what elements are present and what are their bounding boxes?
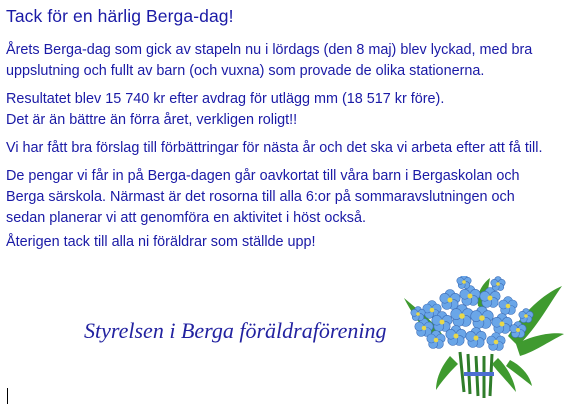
forget-me-not-flower	[471, 307, 494, 329]
text-line: De pengar vi får in på Berga-dagen går oavkortat till våra barn i Bergaskolan och	[6, 168, 520, 184]
paragraph-thanks	[6, 232, 316, 253]
paragraph-money-use	[6, 166, 520, 229]
text-cursor	[7, 388, 8, 404]
forget-me-not-flower	[466, 328, 486, 348]
text-line: Vi har fått bra förslag till förbättringar för nästa år och det ska vi arbeta efter att få till.	[6, 140, 543, 156]
text-line: Berga särskola. Närmast är det rosorna till alla 6:or på sommaravslutningen och	[6, 189, 515, 205]
forget-me-not-flower	[492, 314, 512, 334]
text-line: sedan planerar vi att genomföra en aktivitet i höst också.	[6, 210, 366, 226]
signature: Styrelsen i Berga föräldraförening	[84, 318, 387, 343]
flower-bouquet-icon	[398, 276, 566, 404]
forget-me-not-flower	[491, 277, 505, 291]
forget-me-not-flower	[487, 333, 505, 351]
text-line: Återigen tack till alla ni föräldrar som ställde upp!	[6, 234, 316, 250]
document-title: Tack för en härlig Berga-dag!	[6, 6, 234, 26]
paragraph-result	[6, 89, 444, 131]
text-line: Det är än bättre än förra året, verkligen roligt!!	[6, 112, 298, 128]
text-line: Resultatet blev 15 740 kr efter avdrag för utlägg mm (18 517 kr före).	[6, 91, 445, 107]
forget-me-not-flower	[457, 276, 471, 289]
forget-me-not-flower	[440, 290, 460, 310]
forget-me-not-flower	[499, 297, 517, 315]
paragraph-event-summary	[6, 40, 532, 82]
paragraph-improvements	[6, 138, 542, 159]
text-line: uppslutning och fullt av barn (och vuxna) som provade de olika stationerna.	[6, 63, 485, 79]
text-line: Årets Berga-dag som gick av stapeln nu i lördags (den 8 maj) blev lyckad, med bra	[6, 42, 533, 58]
stems	[460, 352, 494, 398]
